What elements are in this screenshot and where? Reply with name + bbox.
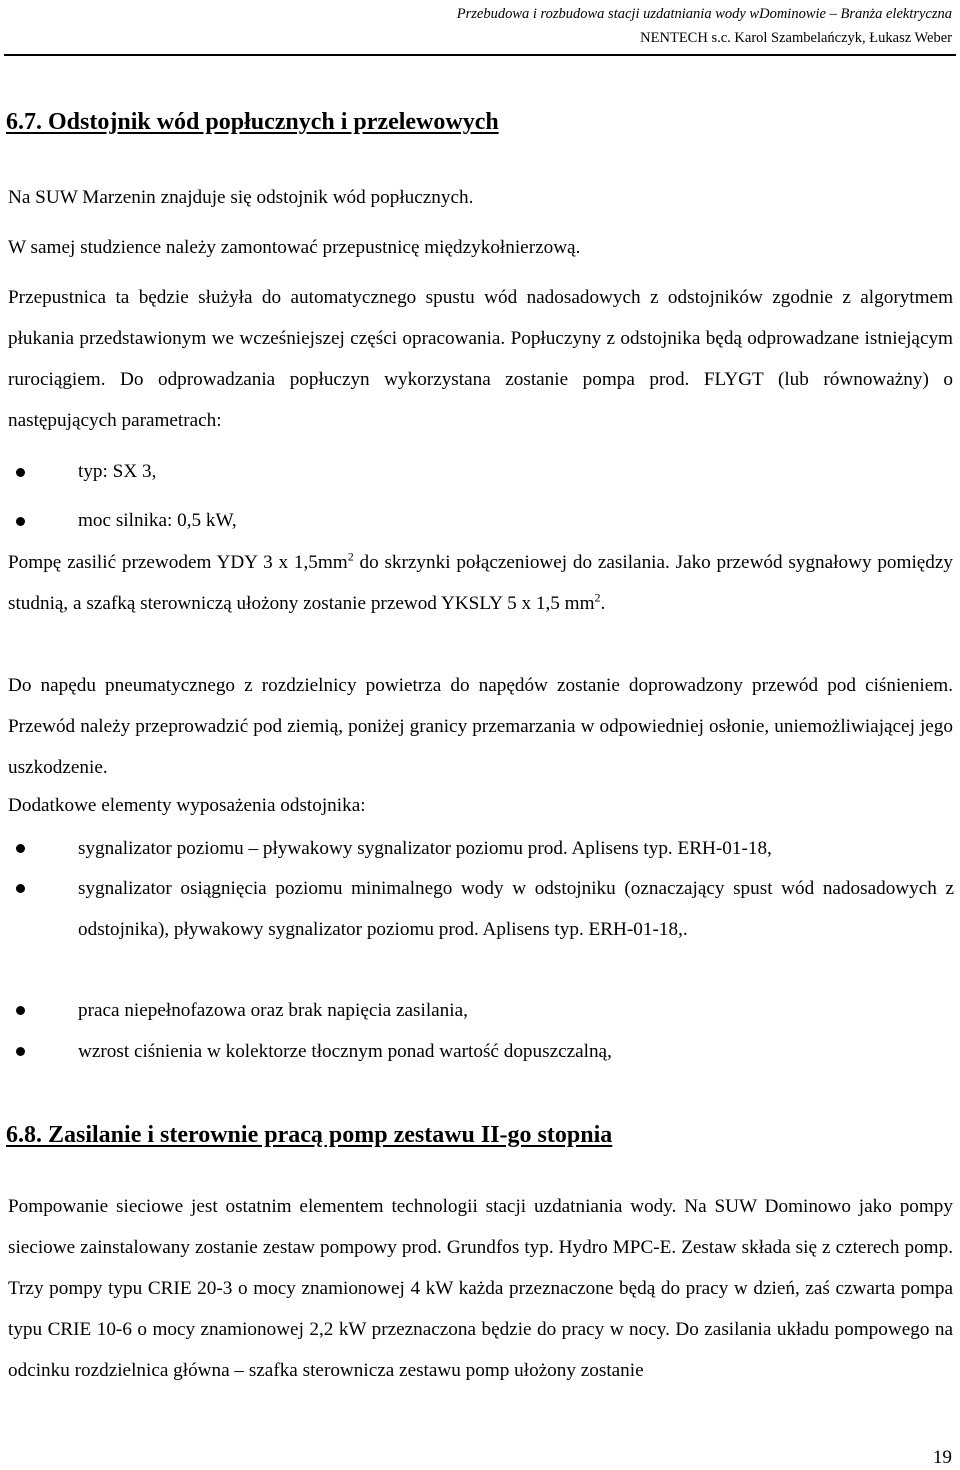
paragraph-line: Na SUW Marzenin znajduje się odstojnik wód popłucznych. xyxy=(8,187,474,208)
param-item: typ: SX 3, xyxy=(78,461,157,482)
page-number: 19 xyxy=(932,1447,952,1468)
header-rule xyxy=(4,54,956,56)
bullet-icon xyxy=(16,1047,25,1056)
bullet-icon xyxy=(16,468,25,477)
bullet-icon xyxy=(16,884,25,893)
header-company: NENTECH s.c. Karol Szambelańczyk, Łukasz Weber xyxy=(640,30,952,46)
bullet-icon xyxy=(16,844,25,853)
paragraph-power-supply: Pompę zasilić przewodem YDY 3 x $1,5mm^2$ do skrzynki połączeniowej do zasilania. Jako przewód sygnałowy pomiędzy studnią, a szafką sterowniczą ułożony zostanie przewod YKSLY 5 x 1,5 $mm^2$. xyxy=(8,549,953,614)
paragraph-pneumatic: Do napędu pneumatycznego z rozdzielnicy powietrza do napędów zostanie doprowadzony przewód pod ciśnieniem. Przewód należy przeprowadzić pod ziemią, poniżej granicy przemarzania w odpowiedniej osłonie, uniemożliwiającej jego uszkodzenie. xyxy=(8,675,953,778)
paragraph: Przepustnica ta będzie służyła do automatycznego spustu wód nadosadowych z odstojników zgodnie z algorytmem płukania przedstawionym we wcześniejszej części opracowania. Popłuczyny z odstojnika będą odprowadzane istniejącym rurociągiem. Do odprowadzania popłuczyn wykorzystana zostanie pompa prod. FLYGT (lub równoważny) o następujących parametrach: xyxy=(8,287,953,431)
paragraph: Pompowanie sieciowe jest ostatnim elementem technologii stacji uzdatniania wody. Na SUW Dominowo jako pompy sieciowe zainstalowany zostanie zestaw pompowy prod. Grundfos typ. Hydro MPC-E. Zestaw składa się z czterech pomp. Trzy pompy typu CRIE 20-3 o mocy znamionowej 4 kW każda przeznaczone będą do pracy w dzień, zaś czwarta pompa typu CRIE 10-6 o mocy znamionowej 2,2 kW przeznaczona będzie do pracy w nocy. Do zasilania układu pompowego na odcinku rozdzielnica główna – szafka sterownicza zestawu pomp ułożony zostanie xyxy=(8,1196,953,1381)
bullet-icon xyxy=(16,517,25,526)
list-item: sygnalizator osiągnięcia poziomu minimalnego wody w odstojniku (oznaczający spust wód nadosadowych z odstojnika), pływakowy sygnalizator poziomu prod. Aplisens typ. ERH-01-18,. xyxy=(78,878,954,940)
paragraph-line: Dodatkowe elementy wyposażenia odstojnika: xyxy=(8,795,366,816)
bullet-icon xyxy=(16,1006,25,1015)
header-project-title: Przebudowa i rozbudowa stacji uzdatniania wody wDominowie – Branża elektryczna xyxy=(456,6,952,22)
section-heading-6-8: 6.8. Zasilanie i sterownie pracą pomp zestawu II-go stopnia xyxy=(6,1122,613,1148)
list-item: sygnalizator poziomu – pływakowy sygnalizator poziomu prod. Aplisens typ. ERH-01-18, xyxy=(78,838,772,859)
section-heading-6-7: 6.7. Odstojnik wód popłucznych i przelewowych xyxy=(6,109,499,135)
paragraph-line: W samej studzience należy zamontować przepustnicę międzykołnierzową. xyxy=(8,237,581,258)
list-item: wzrost ciśnienia w kolektorze tłocznym ponad wartość dopuszczalną, xyxy=(78,1041,612,1062)
list-item: praca niepełnofazowa oraz brak napięcia zasilania, xyxy=(78,1000,468,1021)
page-header xyxy=(457,2,952,50)
param-item: moc silnika: 0,5 kW, xyxy=(78,510,237,531)
